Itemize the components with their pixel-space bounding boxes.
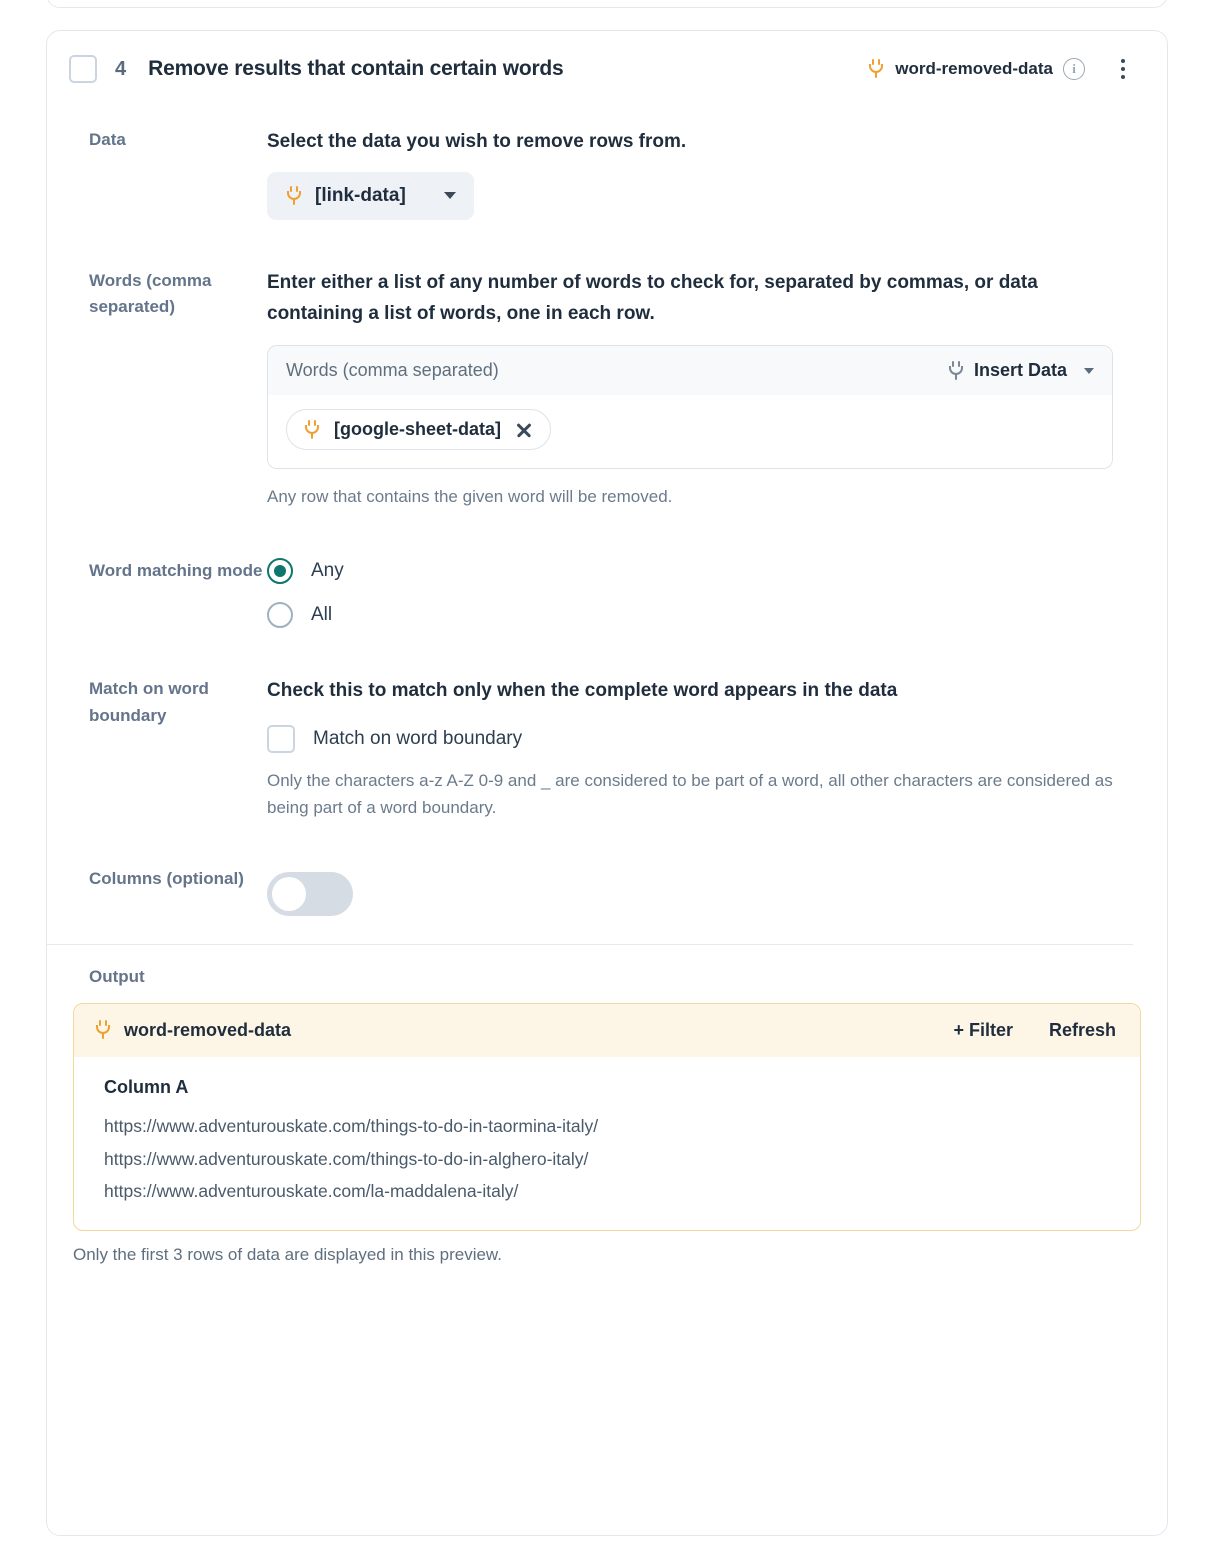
step-number: 4 xyxy=(115,57,127,80)
words-input-placeholder: Words (comma separated) xyxy=(286,360,499,381)
refresh-button[interactable]: Refresh xyxy=(1048,1019,1116,1040)
radio-option-any[interactable] xyxy=(267,558,1113,584)
close-icon[interactable] xyxy=(514,420,534,440)
plug-icon xyxy=(867,59,885,79)
radio-icon xyxy=(267,558,293,584)
output-panel xyxy=(73,1003,1141,1232)
output-actions xyxy=(953,1020,1116,1041)
field-data xyxy=(47,127,1133,220)
field-columns-label: Columns (optional) xyxy=(89,868,244,888)
field-words-description: Enter either a list of any number of words to check for, separated by commas, or data containing a list of words, one in each row. xyxy=(267,271,1038,324)
field-columns xyxy=(47,866,1133,916)
insert-data-button[interactable] xyxy=(947,360,1094,381)
words-token-area[interactable] xyxy=(268,395,1112,468)
output-label: Output xyxy=(89,966,145,986)
data-token-label: [google-sheet-data] xyxy=(334,419,502,440)
field-word-boundary-label: Match on word boundary xyxy=(89,679,209,725)
output-name: word-removed-data xyxy=(124,1019,292,1040)
field-word-boundary xyxy=(47,676,1133,821)
radio-option-all[interactable] xyxy=(267,602,1113,628)
previous-step-card-edge xyxy=(46,0,1168,8)
field-words xyxy=(47,268,1133,511)
output-table xyxy=(74,1057,1140,1231)
word-boundary-hint: Only the characters a-z A-Z 0-9 and _ are considered to be part of a word, all other characters are considered as being part of a word boundary. xyxy=(267,771,1113,818)
plug-icon xyxy=(285,186,303,206)
step-card xyxy=(46,30,1168,1536)
data-source-select[interactable] xyxy=(267,172,474,220)
toggle-knob xyxy=(272,877,306,911)
data-source-value: [link-data] xyxy=(315,184,406,206)
step-header-right xyxy=(867,57,1133,81)
field-data-label: Data xyxy=(89,130,126,149)
field-data-description: Select the data you wish to remove rows from. xyxy=(267,131,687,152)
plug-icon xyxy=(94,1020,112,1040)
words-input-box xyxy=(267,345,1113,469)
radio-option-any-label: Any xyxy=(311,560,344,582)
add-filter-button[interactable]: + Filter xyxy=(953,1019,1013,1040)
field-matching-mode-label: Word matching mode xyxy=(89,561,263,581)
radio-icon xyxy=(267,602,293,628)
kebab-menu-icon[interactable] xyxy=(1113,57,1133,81)
data-token[interactable] xyxy=(286,409,551,450)
table-row: https://www.adventurouskate.com/things-to-do-in-taormina-italy/ xyxy=(104,1115,599,1136)
table-row: https://www.adventurouskate.com/things-to-do-in-alghero-italy/ xyxy=(104,1148,589,1169)
step-output-name: word-removed-data xyxy=(895,59,1053,78)
word-boundary-checkbox[interactable] xyxy=(267,725,295,753)
output-header xyxy=(74,1004,1140,1057)
field-word-boundary-description: Check this to match only when the complete word appears in the data xyxy=(267,680,898,702)
words-hint: Any row that contains the given word will be removed. xyxy=(267,487,673,507)
preview-note: Only the first 3 rows of data are displayed in this preview. xyxy=(73,1245,502,1265)
radio-option-all-label: All xyxy=(311,604,333,626)
info-icon[interactable]: i xyxy=(1063,58,1085,80)
insert-data-label: Insert Data xyxy=(973,360,1067,381)
table-column-header: Column A xyxy=(104,1076,189,1097)
plug-icon xyxy=(303,420,321,440)
chevron-down-icon xyxy=(1084,368,1094,374)
columns-toggle[interactable] xyxy=(267,872,353,916)
table-row: https://www.adventurouskate.com/la-maddalena-italy/ xyxy=(104,1181,519,1202)
word-boundary-checkbox-row[interactable] xyxy=(267,725,1113,753)
field-matching-mode xyxy=(47,558,1133,646)
step-select-checkbox[interactable] xyxy=(69,55,97,83)
chevron-down-icon xyxy=(444,192,456,199)
step-title: Remove results that contain certain words xyxy=(148,57,564,80)
plug-icon xyxy=(947,361,965,381)
words-input-header xyxy=(268,346,1112,395)
step-header xyxy=(47,31,1167,107)
step-body xyxy=(47,127,1167,945)
field-words-label: Words (comma separated) xyxy=(89,270,212,317)
word-boundary-checkbox-label: Match on word boundary xyxy=(313,728,523,750)
